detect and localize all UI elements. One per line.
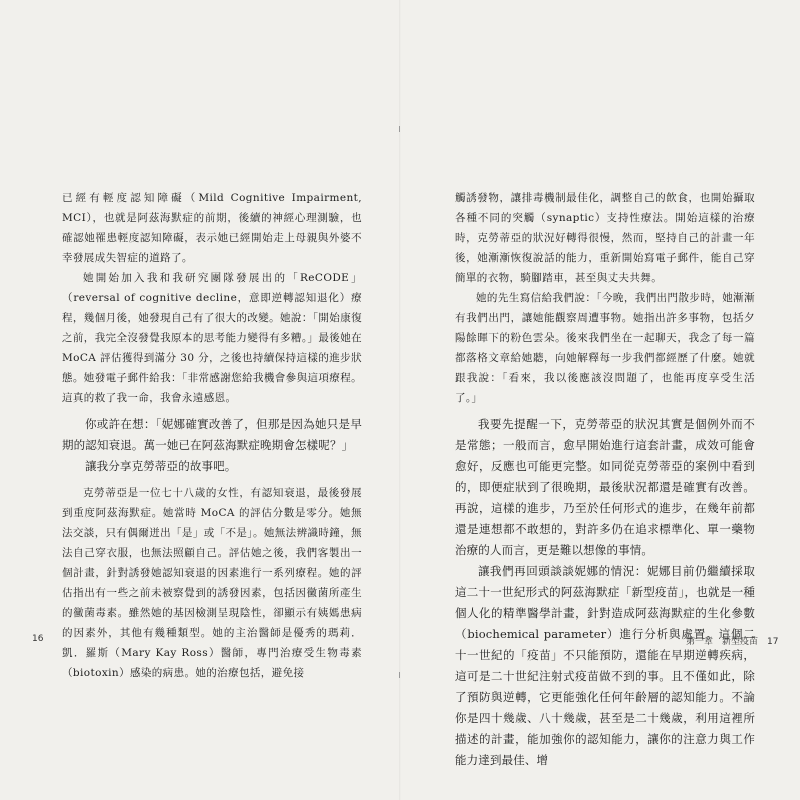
- right-body-block: [455, 414, 755, 771]
- paragraph: 觸誘發物，讓排毒機制最佳化，調整自己的飲食，也開始攝取各種不同的突觸（synaptic）支持性療法。開始這樣的治療時，克勞蒂亞的狀況好轉得很慢，然而，堅持自己的計畫一年後，她漸漸恢復說話的能力，重新開始寫電子郵件，能自己穿簡單的衣物，騎腳踏車，甚至與丈夫共舞。: [455, 192, 755, 284]
- paragraph: 她開始加入我和我研究團隊發展出的「ReCODE」（reversal of cognitive decline，意即逆轉認知退化）療程，幾個月後，她發現自己有了很大的改變。她說：「開始康復之前，我完全沒發覺我原本的思考能力變得有多糟。」最後她在 MoCA 評估獲得到滿分 30 分，之後也持續保持這樣的進步狀態。她發電子郵件給我：「非常感謝您給我機會參與這項療程。這真的救了我一命，我會永遠感恩。: [62, 272, 362, 404]
- paragraph: 已經有輕度認知障礙（Mild Cognitive Impairment, MCI），也就是阿茲海默症的前期，後續的神經心理測驗，也確認她罹患輕度認知障礙，表示她已經開始走上母親與外婆不幸發展成失智症的道路了。: [62, 192, 362, 264]
- page-number-left: 16: [32, 634, 44, 644]
- paragraph: 她的先生寫信給我們說：「今晚，我們出門散步時，她漸漸有我們出門，讓她能觀察周遭事物。她指出許多事物，包括夕陽餘暉下的粉色雲朵。後來我們坐在一起聊天，我念了每一篇都落格文章給她聽，向她解釋每一步我們都經歷了什麼。她就跟我說：「看來，我以後應該沒問題了，也能再度享受生活了。」: [455, 292, 755, 404]
- paragraph: 你或許在想：「妮娜確實改善了，但那是因為她只是早期的認知衰退。萬一她已在阿茲海默症晚期會怎樣呢？」: [62, 417, 362, 452]
- right-quote-block: [455, 188, 755, 408]
- paragraph: 克勞蒂亞是一位七十八歲的女性，有認知衰退，最後發展到重度阿茲海默症。她當時 MoCA 的評估分數是零分。她無法交談，只有偶爾迸出「是」或「不是」。她無法辨識時鐘，無法自己穿衣服，也無法照顧自己。評估她之後，我們客製出一個計畫，針對誘發她認知衰退的因素進行一系列療程。她的評估指出有一些之前未被察覺到的誘發因素，包括因黴菌所產生的黴菌毒素。雖然她的基因檢測呈現陰性，卻顯示有姨媽患病的因素外，其他有幾種類型。她的主治醫師是優秀的瑪莉．凱．羅斯（Mary Kay Ross）醫師，專門治療受生物毒素（biotoxin）感染的病患。她的治療包括，避免接: [62, 487, 362, 679]
- left-body-block: [62, 414, 362, 477]
- left-page-text: [62, 188, 362, 683]
- left-quote-block-1: [62, 188, 362, 408]
- paragraph: 我要先提醒一下，克勞蒂亞的狀況其實是個例外而不是常態；一般而言，愈早開始進行這套計畫，成效可能會愈好，反應也可能更完整。如同從克勞蒂亞的案例中看到的，即便症狀到了很晚期，最後狀況都還是確實有改善。再說，這樣的進步，乃至於任何形式的進步，在幾年前都還是連想都不敢想的，對許多仍在追求標準化、單一藥物治療的人而言，更是難以想像的事情。: [455, 417, 755, 557]
- left-quote-block-2: [62, 483, 362, 683]
- page-number-right: 第一章 新型疫苗 17: [686, 637, 779, 647]
- book-gutter: [399, 0, 401, 800]
- paragraph: 讓我們再回頭談談妮娜的情況：妮娜目前仍繼續採取這二十一世紀形式的阿茲海默症「新型疫苗」，也就是一種個人化的精準醫學計畫，針對造成阿茲海默症的生化參數（biochemical parameter）進行分析與處置。這個二十一世紀的「疫苗」不只能預防，還能在早期逆轉疾病，這可是二十世紀注射式疫苗做不到的事。且不僅如此，除了預防與逆轉，它更能強化任何年齡層的認知能力。不論你是四十幾歲、八十幾歲，甚至是二十幾歲，利用這裡所描述的計畫，能加強你的認知能力，讓你的注意力與工作能力達到最佳、增: [455, 564, 755, 767]
- crop-mark-bottom: [399, 672, 400, 678]
- right-page-text: [455, 188, 755, 771]
- crop-mark-top: [399, 126, 400, 132]
- paragraph: 讓我分享克勞蒂亞的故事吧。: [85, 459, 237, 473]
